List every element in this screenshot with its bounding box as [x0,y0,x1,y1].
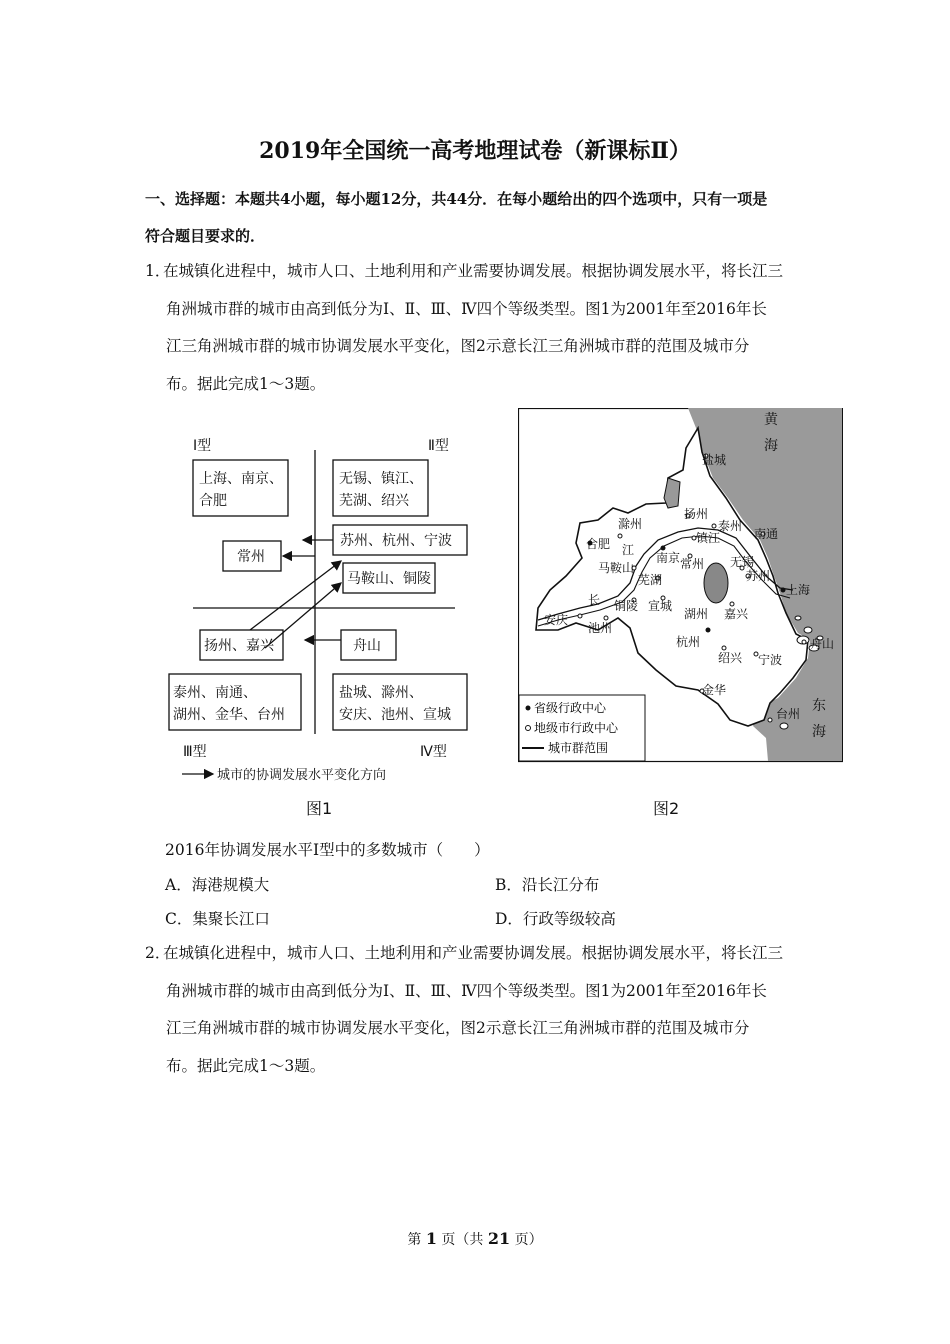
map-label: 海 [764,438,778,454]
map-label: 滁州 [618,517,643,531]
fig1-label-type-ii: Ⅱ型 [428,438,449,454]
footer-text: 第 [407,1232,426,1248]
section-heading-line1: 一、选择题：本题共4小题，每小题12分，共44分．在每小题给出的四个选项中，只有一项是 [145,190,768,208]
map-label: 海 [812,724,826,740]
footer-total-pages: 21 [487,1229,511,1248]
fig1-text: 合肥 [199,493,227,509]
fig1-text: 芜湖、绍兴 [339,493,409,509]
fig1-text: 扬州、嘉兴 [204,638,274,654]
map-label: 上海 [786,583,811,597]
legend-prov: 省级行政中心 [534,701,607,715]
question-1-line: 布。据此完成1～3题。 [166,374,326,393]
map-label: 铜陵 [614,599,639,613]
section-heading [145,181,825,255]
option-a[interactable]: A．海港规模大 [165,876,270,894]
map-label: 常州 [680,557,705,571]
question-2-line: 布。据此完成1～3题。 [166,1056,326,1075]
section-heading-line2: 符合题目要求的． [145,227,266,245]
fig1-text: 盐城、滁州、 [339,685,423,701]
map-label: 宣城 [648,599,673,613]
question-1-line: 江三角洲城市群的城市协调发展水平变化，图2示意长江三角洲城市群的范围及城市分 [166,337,750,355]
fig1-text: 舟山 [353,638,381,654]
figure-2-caption: 图2 [653,799,680,818]
map-label: 泰州 [718,519,743,533]
map-label: 扬州 [684,507,709,521]
fig1-legend-text: 城市的协调发展水平变化方向 [217,768,387,783]
footer-page-number: 1 [425,1229,437,1248]
fig1-label-type-i: Ⅰ型 [193,438,212,454]
option-d[interactable]: D．行政等级较高 [495,910,616,928]
fig1-label-type-iv: Ⅳ型 [420,744,447,760]
question-2 [145,935,815,1085]
question-2-line: 江三角洲城市群的城市协调发展水平变化，图2示意长江三角洲城市群的范围及城市分 [166,1019,750,1037]
question-1 [145,253,815,403]
map-label: 东 [812,698,826,714]
map-label: 绍兴 [718,651,743,665]
fig1-label-type-iii: Ⅲ型 [183,744,207,760]
map-label: 芜湖 [638,573,663,587]
question-1-number: 1． [145,262,171,280]
fig1-text: 湖州、金华、台州 [173,707,285,723]
map-legend [519,695,645,761]
question-1-line: 在城镇化进程中，城市人口、土地利用和产业需要协调发展。根据协调发展水平，将长江三 [163,262,784,280]
figure-1 [165,428,475,790]
legend-pref: 地级市行政中心 [534,721,619,735]
map-label: 合肥 [586,537,611,551]
map-label: 黄 [764,412,778,428]
map-label: 江 [622,543,635,557]
fig1-text: 泰州、南通、 [173,685,257,701]
fig1-arrow [265,583,341,648]
footer-text: 页（共 [436,1232,488,1248]
map-label: 镇江 [696,531,721,545]
map-label: 杭州 [676,635,701,649]
fig1-text: 常州 [237,549,265,565]
page-footer [0,1229,950,1249]
map-label: 金华 [702,683,727,697]
map-label: 盐城 [702,453,727,467]
map-label: 南通 [754,527,779,541]
question-2-line: 在城镇化进程中，城市人口、土地利用和产业需要协调发展。根据协调发展水平，将长江三 [163,944,784,962]
document-title: 2019年全国统一高考地理试卷（新课标Ⅱ） [259,138,691,164]
map-label: 舟山 [810,637,835,651]
map-label: 宁波 [758,653,783,667]
question-1-line: 角洲城市群的城市由高到低分为Ⅰ、Ⅱ、Ⅲ、Ⅳ四个等级类型。图1为2001年至2016年长 [166,299,767,318]
fig1-text: 马鞍山、铜陵 [347,571,431,587]
map-label: 南京 [656,551,681,565]
map-label: 长 [588,593,601,607]
map-label: 苏州 [746,569,771,583]
figure-2 [518,408,843,763]
option-b[interactable]: B．沿长江分布 [495,876,600,894]
fig1-text: 安庆、池州、宣城 [339,707,451,723]
footer-text: 页） [510,1232,543,1248]
map-label: 湖州 [684,607,709,621]
option-c[interactable]: C．集聚长江口 [165,910,270,928]
map-label: 无锡 [730,555,755,569]
question-2-line: 角洲城市群的城市由高到低分为Ⅰ、Ⅱ、Ⅲ、Ⅳ四个等级类型。图1为2001年至2016年长 [166,981,767,1000]
map-label: 安庆 [544,613,569,627]
map-label: 池州 [588,621,613,635]
fig1-text: 无锡、镇江、 [339,471,423,487]
fig1-text: 苏州、杭州、宁波 [340,533,452,549]
map-label: 嘉兴 [724,607,749,621]
map-label: 马鞍山 [598,561,635,575]
question-2-number: 2． [145,944,171,962]
fig1-text: 上海、南京、 [199,471,283,487]
figure-1-caption: 图1 [306,799,333,818]
question-1-stem: 2016年协调发展水平Ⅰ型中的多数城市（ ） [165,841,490,859]
map-label: 台州 [776,707,801,721]
taihu-lake [704,563,728,603]
legend-range: 城市群范围 [548,741,609,755]
